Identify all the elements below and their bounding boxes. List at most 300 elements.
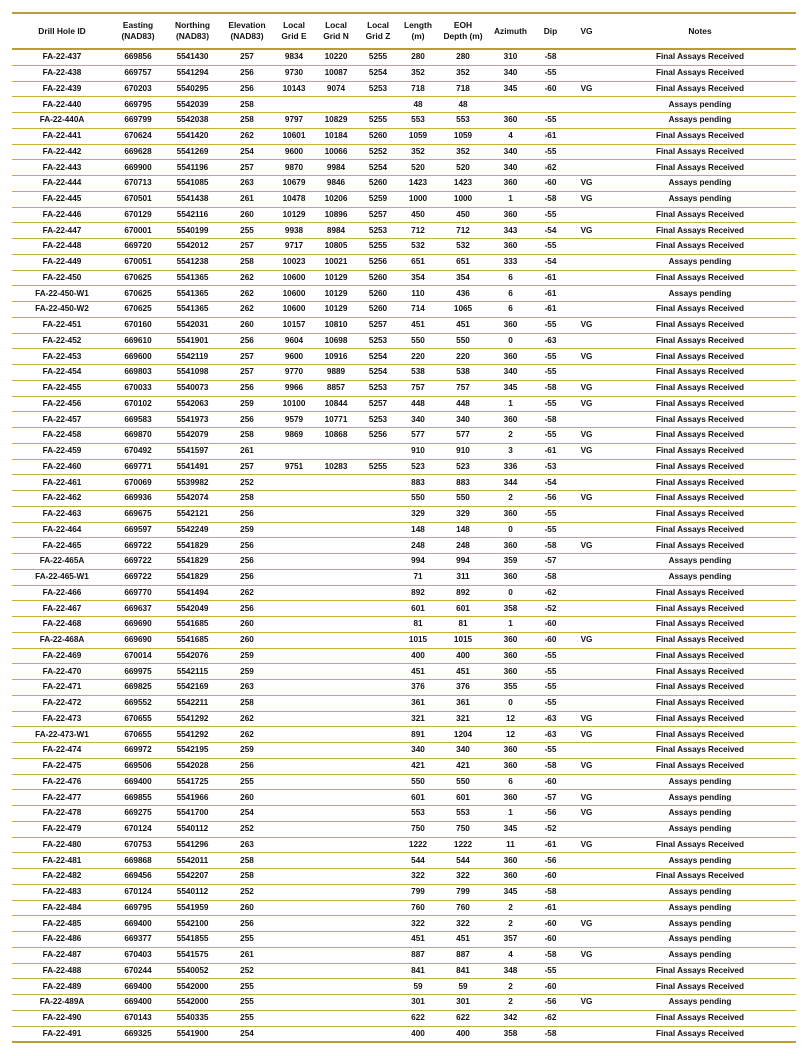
cell-dip: -55 — [532, 113, 569, 129]
cell-vg: VG — [569, 806, 604, 822]
cell-local-grid-n — [315, 995, 357, 1011]
cell-easting: 669855 — [112, 790, 164, 806]
cell-notes: Final Assays Received — [604, 491, 796, 507]
cell-local-grid-e: 9797 — [273, 113, 315, 129]
cell-local-grid-n: 10698 — [315, 333, 357, 349]
cell-dip: -54 — [532, 223, 569, 239]
cell-eoh-depth: 892 — [437, 585, 489, 601]
cell-easting: 669325 — [112, 1026, 164, 1042]
table-row — [12, 144, 796, 160]
cell-easting: 670625 — [112, 302, 164, 318]
cell-dip: -63 — [532, 727, 569, 743]
column-header-length: Length (m) — [399, 13, 437, 49]
cell-dip: -57 — [532, 554, 569, 570]
cell-drill-hole-id: FA-22-456 — [12, 396, 112, 412]
cell-vg — [569, 49, 604, 65]
cell-eoh-depth: 550 — [437, 774, 489, 790]
cell-drill-hole-id: FA-22-439 — [12, 81, 112, 97]
cell-elevation: 256 — [221, 916, 273, 932]
cell-dip: -55 — [532, 317, 569, 333]
cell-drill-hole-id: FA-22-465A — [12, 554, 112, 570]
column-header-notes: Notes — [604, 13, 796, 49]
cell-elevation: 262 — [221, 286, 273, 302]
column-header-local-grid-n: Local Grid N — [315, 13, 357, 49]
cell-drill-hole-id: FA-22-481 — [12, 853, 112, 869]
cell-dip: -55 — [532, 349, 569, 365]
cell-local-grid-e — [273, 664, 315, 680]
cell-drill-hole-id: FA-22-454 — [12, 365, 112, 381]
cell-elevation: 256 — [221, 601, 273, 617]
cell-dip: -63 — [532, 711, 569, 727]
cell-vg: VG — [569, 491, 604, 507]
cell-azimuth: 2 — [489, 900, 532, 916]
cell-elevation: 262 — [221, 711, 273, 727]
cell-drill-hole-id: FA-22-442 — [12, 144, 112, 160]
cell-length: 451 — [399, 932, 437, 948]
cell-azimuth: 360 — [489, 743, 532, 759]
cell-dip: -53 — [532, 459, 569, 475]
cell-vg: VG — [569, 443, 604, 459]
cell-vg: VG — [569, 191, 604, 207]
cell-dip: -55 — [532, 695, 569, 711]
column-header-vg: VG — [569, 13, 604, 49]
cell-eoh-depth: 1059 — [437, 128, 489, 144]
cell-local-grid-z — [357, 884, 399, 900]
cell-azimuth: 355 — [489, 680, 532, 696]
cell-local-grid-n: 8857 — [315, 380, 357, 396]
cell-length: 329 — [399, 506, 437, 522]
cell-length: 750 — [399, 821, 437, 837]
cell-length: 1423 — [399, 176, 437, 192]
cell-azimuth: 360 — [489, 538, 532, 554]
cell-vg: VG — [569, 758, 604, 774]
cell-eoh-depth: 994 — [437, 554, 489, 570]
cell-notes: Final Assays Received — [604, 758, 796, 774]
cell-northing: 5541973 — [164, 412, 221, 428]
cell-drill-hole-id: FA-22-478 — [12, 806, 112, 822]
table-row — [12, 302, 796, 318]
cell-notes: Final Assays Received — [604, 648, 796, 664]
cell-azimuth: 6 — [489, 270, 532, 286]
cell-northing: 5541296 — [164, 837, 221, 853]
cell-elevation: 257 — [221, 459, 273, 475]
cell-local-grid-e: 9600 — [273, 349, 315, 365]
cell-eoh-depth: 421 — [437, 758, 489, 774]
cell-azimuth: 360 — [489, 317, 532, 333]
cell-easting: 670492 — [112, 443, 164, 459]
cell-length: 81 — [399, 617, 437, 633]
cell-elevation: 256 — [221, 506, 273, 522]
cell-local-grid-n — [315, 790, 357, 806]
cell-vg: VG — [569, 727, 604, 743]
cell-dip: -52 — [532, 601, 569, 617]
cell-elevation: 256 — [221, 333, 273, 349]
cell-notes: Final Assays Received — [604, 65, 796, 81]
cell-dip: -62 — [532, 160, 569, 176]
cell-vg — [569, 475, 604, 491]
cell-local-grid-n: 9074 — [315, 81, 357, 97]
cell-drill-hole-id: FA-22-440 — [12, 97, 112, 113]
cell-drill-hole-id: FA-22-479 — [12, 821, 112, 837]
cell-vg — [569, 239, 604, 255]
cell-eoh-depth: 718 — [437, 81, 489, 97]
table-row — [12, 207, 796, 223]
cell-notes: Final Assays Received — [604, 538, 796, 554]
cell-dip: -58 — [532, 1026, 569, 1042]
cell-local-grid-e — [273, 522, 315, 538]
cell-local-grid-z — [357, 837, 399, 853]
cell-northing: 5541365 — [164, 270, 221, 286]
cell-vg — [569, 1010, 604, 1026]
cell-local-grid-z: 5253 — [357, 380, 399, 396]
table-row — [12, 349, 796, 365]
cell-vg — [569, 365, 604, 381]
cell-local-grid-n: 10829 — [315, 113, 357, 129]
cell-azimuth: 4 — [489, 947, 532, 963]
cell-azimuth: 1 — [489, 191, 532, 207]
cell-azimuth: 360 — [489, 506, 532, 522]
cell-elevation: 252 — [221, 475, 273, 491]
cell-length: 400 — [399, 648, 437, 664]
cell-northing: 5541829 — [164, 538, 221, 554]
cell-vg — [569, 113, 604, 129]
cell-local-grid-n — [315, 758, 357, 774]
cell-vg — [569, 869, 604, 885]
cell-eoh-depth: 148 — [437, 522, 489, 538]
drill-results-table-container — [12, 12, 796, 1043]
cell-notes: Final Assays Received — [604, 727, 796, 743]
cell-drill-hole-id: FA-22-472 — [12, 695, 112, 711]
cell-elevation: 258 — [221, 428, 273, 444]
cell-local-grid-n — [315, 632, 357, 648]
cell-azimuth: 358 — [489, 1026, 532, 1042]
cell-length: 1059 — [399, 128, 437, 144]
cell-eoh-depth: 841 — [437, 963, 489, 979]
cell-local-grid-e — [273, 774, 315, 790]
cell-elevation: 255 — [221, 979, 273, 995]
cell-vg — [569, 664, 604, 680]
cell-local-grid-n — [315, 664, 357, 680]
cell-elevation: 261 — [221, 443, 273, 459]
cell-length: 400 — [399, 1026, 437, 1042]
cell-local-grid-n — [315, 522, 357, 538]
cell-dip: -58 — [532, 758, 569, 774]
cell-eoh-depth: 1423 — [437, 176, 489, 192]
cell-easting: 670753 — [112, 837, 164, 853]
cell-notes: Final Assays Received — [604, 522, 796, 538]
cell-local-grid-n: 10129 — [315, 270, 357, 286]
table-body — [12, 49, 796, 1042]
cell-elevation: 261 — [221, 947, 273, 963]
cell-dip: -54 — [532, 254, 569, 270]
cell-local-grid-z: 5253 — [357, 223, 399, 239]
cell-easting: 669771 — [112, 459, 164, 475]
table-row — [12, 81, 796, 97]
cell-eoh-depth: 451 — [437, 932, 489, 948]
cell-local-grid-z — [357, 869, 399, 885]
cell-easting: 669870 — [112, 428, 164, 444]
cell-elevation: 263 — [221, 176, 273, 192]
cell-northing: 5542012 — [164, 239, 221, 255]
cell-vg: VG — [569, 711, 604, 727]
cell-length: 891 — [399, 727, 437, 743]
cell-elevation: 258 — [221, 695, 273, 711]
table-row — [12, 664, 796, 680]
cell-length: 523 — [399, 459, 437, 475]
cell-easting: 670001 — [112, 223, 164, 239]
cell-vg: VG — [569, 995, 604, 1011]
cell-northing: 5541292 — [164, 711, 221, 727]
cell-northing: 5542000 — [164, 979, 221, 995]
cell-local-grid-n: 10896 — [315, 207, 357, 223]
cell-local-grid-n — [315, 601, 357, 617]
cell-eoh-depth: 354 — [437, 270, 489, 286]
cell-azimuth: 12 — [489, 711, 532, 727]
cell-length: 421 — [399, 758, 437, 774]
cell-local-grid-z — [357, 569, 399, 585]
cell-eoh-depth: 622 — [437, 1010, 489, 1026]
cell-local-grid-e — [273, 695, 315, 711]
table-row — [12, 837, 796, 853]
cell-elevation: 255 — [221, 1010, 273, 1026]
cell-local-grid-n — [315, 648, 357, 664]
cell-dip: -60 — [532, 916, 569, 932]
cell-elevation: 257 — [221, 160, 273, 176]
cell-vg: VG — [569, 223, 604, 239]
cell-eoh-depth: 538 — [437, 365, 489, 381]
cell-local-grid-n: 10129 — [315, 302, 357, 318]
cell-local-grid-n: 8984 — [315, 223, 357, 239]
cell-local-grid-n — [315, 853, 357, 869]
cell-easting: 669675 — [112, 506, 164, 522]
cell-azimuth: 345 — [489, 380, 532, 396]
cell-local-grid-z: 5256 — [357, 254, 399, 270]
cell-easting: 669506 — [112, 758, 164, 774]
cell-notes: Assays pending — [604, 774, 796, 790]
table-row — [12, 774, 796, 790]
table-row — [12, 711, 796, 727]
cell-drill-hole-id: FA-22-449 — [12, 254, 112, 270]
cell-notes: Final Assays Received — [604, 223, 796, 239]
cell-vg — [569, 270, 604, 286]
cell-local-grid-e — [273, 680, 315, 696]
cell-azimuth: 11 — [489, 837, 532, 853]
table-row — [12, 459, 796, 475]
cell-local-grid-z — [357, 995, 399, 1011]
table-row — [12, 569, 796, 585]
cell-notes: Final Assays Received — [604, 443, 796, 459]
cell-drill-hole-id: FA-22-458 — [12, 428, 112, 444]
cell-length: 760 — [399, 900, 437, 916]
cell-local-grid-z: 5254 — [357, 65, 399, 81]
column-header-eoh-depth: EOH Depth (m) — [437, 13, 489, 49]
table-header — [12, 13, 796, 49]
cell-azimuth: 358 — [489, 601, 532, 617]
cell-vg: VG — [569, 916, 604, 932]
cell-easting: 670051 — [112, 254, 164, 270]
cell-elevation: 259 — [221, 743, 273, 759]
cell-length: 1222 — [399, 837, 437, 853]
cell-notes: Final Assays Received — [604, 743, 796, 759]
cell-northing: 5542169 — [164, 680, 221, 696]
cell-local-grid-e — [273, 853, 315, 869]
cell-vg — [569, 617, 604, 633]
cell-length: 248 — [399, 538, 437, 554]
cell-elevation: 258 — [221, 869, 273, 885]
cell-northing: 5542076 — [164, 648, 221, 664]
cell-local-grid-n: 10810 — [315, 317, 357, 333]
cell-length: 799 — [399, 884, 437, 900]
table-row — [12, 554, 796, 570]
cell-easting: 670033 — [112, 380, 164, 396]
cell-local-grid-e: 9834 — [273, 49, 315, 65]
cell-vg — [569, 774, 604, 790]
cell-vg — [569, 160, 604, 176]
cell-dip: -58 — [532, 191, 569, 207]
cell-northing: 5540052 — [164, 963, 221, 979]
cell-northing: 5541829 — [164, 554, 221, 570]
cell-length: 714 — [399, 302, 437, 318]
cell-easting: 670124 — [112, 821, 164, 837]
cell-elevation: 258 — [221, 853, 273, 869]
table-row — [12, 97, 796, 113]
cell-local-grid-n: 10021 — [315, 254, 357, 270]
cell-local-grid-e — [273, 506, 315, 522]
table-row — [12, 884, 796, 900]
cell-eoh-depth: 910 — [437, 443, 489, 459]
cell-dip: -55 — [532, 144, 569, 160]
cell-notes: Final Assays Received — [604, 585, 796, 601]
cell-local-grid-n — [315, 869, 357, 885]
cell-vg — [569, 963, 604, 979]
cell-elevation: 260 — [221, 632, 273, 648]
cell-local-grid-e — [273, 743, 315, 759]
cell-notes: Final Assays Received — [604, 1010, 796, 1026]
cell-elevation: 259 — [221, 396, 273, 412]
cell-notes: Assays pending — [604, 254, 796, 270]
table-row — [12, 506, 796, 522]
cell-azimuth: 0 — [489, 585, 532, 601]
cell-azimuth: 344 — [489, 475, 532, 491]
cell-eoh-depth: 1000 — [437, 191, 489, 207]
cell-easting: 670655 — [112, 711, 164, 727]
cell-vg — [569, 554, 604, 570]
table-row — [12, 160, 796, 176]
cell-length: 48 — [399, 97, 437, 113]
cell-local-grid-e — [273, 648, 315, 664]
cell-northing: 5542011 — [164, 853, 221, 869]
cell-local-grid-n — [315, 963, 357, 979]
cell-local-grid-z — [357, 947, 399, 963]
cell-easting: 669722 — [112, 569, 164, 585]
cell-elevation: 262 — [221, 585, 273, 601]
cell-easting: 669856 — [112, 49, 164, 65]
cell-eoh-depth: 301 — [437, 995, 489, 1011]
cell-azimuth: 343 — [489, 223, 532, 239]
cell-length: 538 — [399, 365, 437, 381]
cell-eoh-depth: 601 — [437, 790, 489, 806]
cell-local-grid-e — [273, 538, 315, 554]
cell-notes: Final Assays Received — [604, 380, 796, 396]
cell-vg — [569, 254, 604, 270]
cell-notes: Final Assays Received — [604, 81, 796, 97]
cell-eoh-depth: 760 — [437, 900, 489, 916]
cell-northing: 5541725 — [164, 774, 221, 790]
cell-local-grid-z: 5256 — [357, 428, 399, 444]
drill-results-table — [12, 12, 796, 1043]
cell-length: 550 — [399, 774, 437, 790]
cell-eoh-depth: 340 — [437, 743, 489, 759]
cell-length: 352 — [399, 144, 437, 160]
cell-northing: 5541685 — [164, 632, 221, 648]
cell-easting: 669757 — [112, 65, 164, 81]
cell-northing: 5540112 — [164, 884, 221, 900]
cell-azimuth: 310 — [489, 49, 532, 65]
cell-length: 148 — [399, 522, 437, 538]
cell-local-grid-e — [273, 995, 315, 1011]
cell-local-grid-z: 5254 — [357, 349, 399, 365]
table-row — [12, 617, 796, 633]
cell-length: 1000 — [399, 191, 437, 207]
cell-dip: -55 — [532, 664, 569, 680]
cell-eoh-depth: 451 — [437, 317, 489, 333]
cell-notes: Final Assays Received — [604, 1026, 796, 1042]
table-row — [12, 727, 796, 743]
cell-vg: VG — [569, 790, 604, 806]
table-row — [12, 821, 796, 837]
cell-azimuth: 0 — [489, 695, 532, 711]
cell-drill-hole-id: FA-22-491 — [12, 1026, 112, 1042]
cell-eoh-depth: 322 — [437, 916, 489, 932]
cell-local-grid-z — [357, 648, 399, 664]
cell-length: 301 — [399, 995, 437, 1011]
cell-easting: 669628 — [112, 144, 164, 160]
cell-local-grid-n: 10805 — [315, 239, 357, 255]
cell-drill-hole-id: FA-22-463 — [12, 506, 112, 522]
table-row — [12, 932, 796, 948]
cell-length: 1015 — [399, 632, 437, 648]
cell-easting: 670102 — [112, 396, 164, 412]
cell-local-grid-e: 10600 — [273, 302, 315, 318]
cell-eoh-depth: 280 — [437, 49, 489, 65]
cell-azimuth — [489, 97, 532, 113]
table-row — [12, 758, 796, 774]
cell-elevation: 256 — [221, 81, 273, 97]
cell-eoh-depth: 550 — [437, 491, 489, 507]
cell-dip: -60 — [532, 176, 569, 192]
cell-azimuth: 348 — [489, 963, 532, 979]
cell-eoh-depth: 352 — [437, 144, 489, 160]
cell-easting: 669275 — [112, 806, 164, 822]
cell-elevation: 256 — [221, 569, 273, 585]
cell-easting: 670624 — [112, 128, 164, 144]
cell-azimuth: 345 — [489, 821, 532, 837]
cell-local-grid-n — [315, 900, 357, 916]
cell-local-grid-z — [357, 916, 399, 932]
cell-vg — [569, 932, 604, 948]
cell-notes: Final Assays Received — [604, 49, 796, 65]
cell-azimuth: 2 — [489, 491, 532, 507]
cell-local-grid-e — [273, 727, 315, 743]
cell-vg — [569, 680, 604, 696]
cell-azimuth: 360 — [489, 790, 532, 806]
cell-northing: 5541575 — [164, 947, 221, 963]
cell-azimuth: 1 — [489, 617, 532, 633]
cell-drill-hole-id: FA-22-490 — [12, 1010, 112, 1026]
cell-drill-hole-id: FA-22-476 — [12, 774, 112, 790]
cell-length: 622 — [399, 1010, 437, 1026]
cell-local-grid-e — [273, 475, 315, 491]
